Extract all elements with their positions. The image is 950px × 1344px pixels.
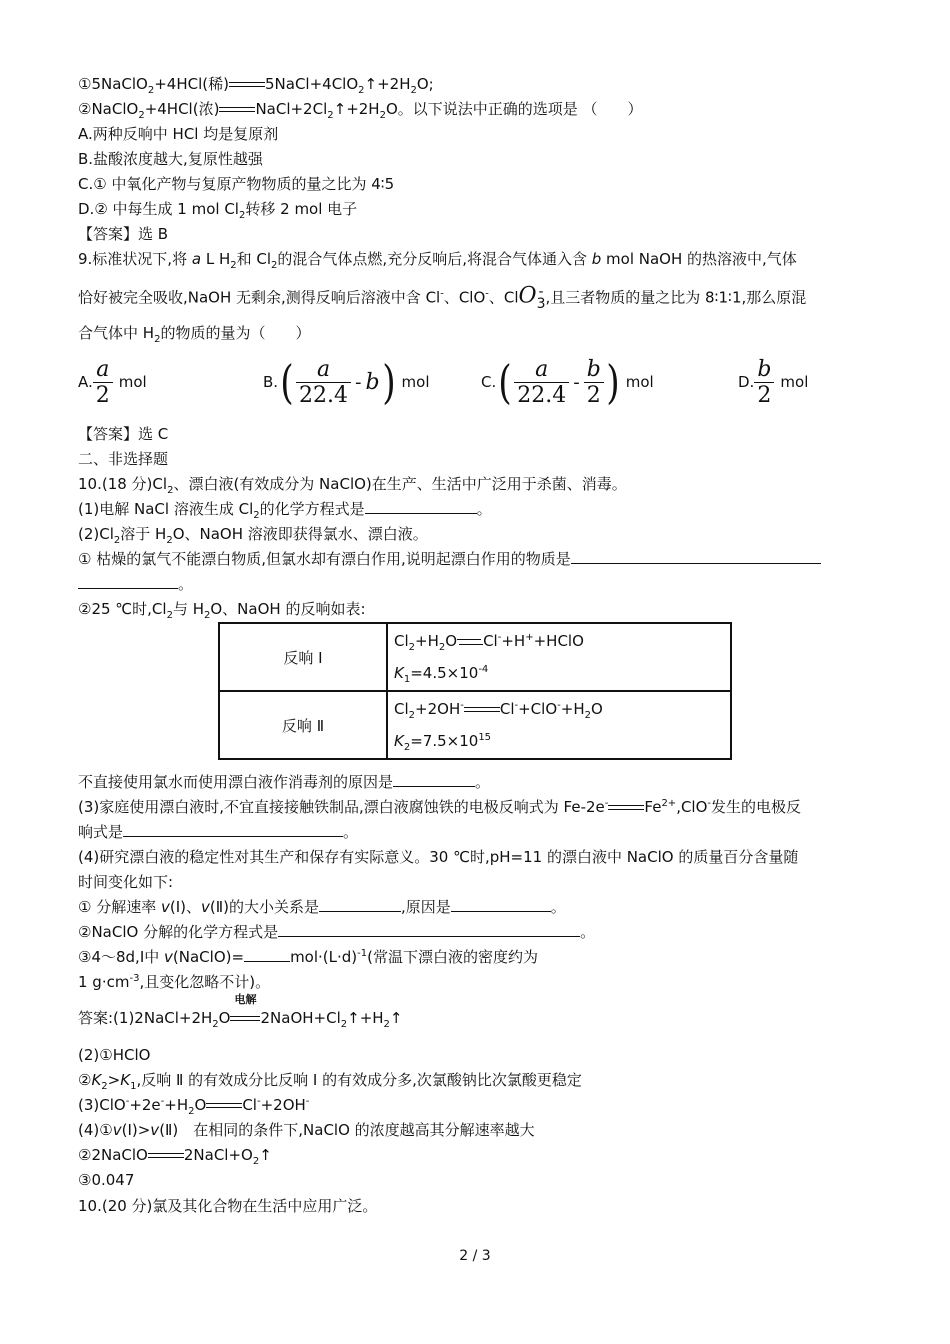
q8-option-b: B.盐酸浓度越大,复原性越强 <box>78 150 263 168</box>
q8-option-a: A.两种反响中 HCl 均是复原剂 <box>78 125 279 143</box>
q10-part4-cont: 时间变化如下: <box>78 873 174 891</box>
q9-option-a: A. $\frac{a}{2}$ mol <box>78 356 147 408</box>
q10-part2-3: 不直接使用氯水而使用漂白液作消毒剂的原因是 。 <box>78 773 491 791</box>
q10-answer-4-1: (4)①v(Ⅰ)>v(Ⅱ) 在相同的条件下,NaClO 的浓度越高其分解速率越大 <box>78 1121 535 1139</box>
q10-part4-2: ②NaClO 分解的化学方程式是 。 <box>78 923 596 941</box>
q8-option-d: D.② 中每生成 1 mol $Cl_2$转移 2 mol 电子 <box>78 200 358 221</box>
q10-part2-2: ②25 ℃时$,Cl_2$与 $H_2O$、NaOH 的反响如表: <box>78 600 366 621</box>
q9-option-d: D. $\frac{b}{2}$ mol <box>738 356 809 408</box>
reaction-2-cell: $Cl_2+2OH^-$ $Cl^-+ClO^-+H_2O$ $K_2=7.5\times 10^{15}$ <box>387 691 731 759</box>
reaction-table <box>218 622 732 760</box>
q9-option-c: C. ( $\frac{a}{22.4}$ - $\frac{b}{2}$ ) mol <box>481 355 654 409</box>
q9-line2: 恰好被完全吸收,NaOH 无剩余,测得反响后溶液中含 Cl-、ClO-、ClO - 3 ,且三者物质的量之比为 8∶1∶1,那么原混 <box>78 283 807 312</box>
q10-answer-1: 答案$:(1)2NaCl+2H_2O$ 电解 $2NaOH+Cl_2↑+H_2↑$ <box>78 992 403 1030</box>
q8-answer: 【答案】选 B <box>78 225 169 243</box>
q9-line1: 9.标准状况下,将 a L $H_2$和 $Cl_2$的混合气体点燃,充分反响后,将混合气体通入含 b mol NaOH 的热溶液中,气体 <box>78 250 797 271</box>
q10-answer-2-1: (2)①HClO <box>78 1046 151 1064</box>
table-row <box>219 623 731 691</box>
q10-part3: (3)家庭使用漂白液时,不宜直接接触铁制品,漂白液腐蚀铁的电极反响式为 Fe-2e- $Fe^{2+},ClO^-$发生的电极反 <box>78 798 802 816</box>
q10-part2-1: ① 枯燥的氯气不能漂白物质,但氯水却有漂白作用,说明起漂白作用的物质是 <box>78 549 821 569</box>
q10-part4-3: ③4～8d,Ⅰ中 v(NaClO)= $mol\cdot(L\cdot d)^{-1}$(常温下漂白液的密度约为 <box>78 948 538 966</box>
q10-part1: (1)电解 NaCl 溶液生成 $Cl_2$的化学方程式是 。 <box>78 500 492 521</box>
q10-answer-3: $(3)ClO^-+2e^-+H_2O$ Cl-+2OH- <box>78 1096 310 1117</box>
q9-option-b: B. ( $\frac{a}{22.4}$ - b ) mol <box>263 355 430 409</box>
q10-answer-2-2: $②K_2>K_1$,反响 Ⅱ 的有效成分比反响 Ⅰ 的有效成分多,次氯酸钠比次氯酸更稳定 <box>78 1071 582 1092</box>
q10-part3-cont: 响式是 。 <box>78 823 359 841</box>
q9-line3: 合气体中 $H_2$的物质的量为（ ） <box>78 324 311 345</box>
q10-part4-1: ① 分解速率 v(Ⅰ)、v(Ⅱ)的大小关系是 ,原因是 。 <box>78 898 566 916</box>
q8-option-c: C.① 中氧化产物与复原产物物质的量之比为 4∶5 <box>78 175 395 193</box>
page-number: 2 / 3 <box>459 1248 491 1264</box>
table-row <box>219 691 731 759</box>
q10b-title: 10.(20 分)氯及其化合物在生活中应用广泛。 <box>78 1197 378 1215</box>
reaction-1-label: 反响 Ⅰ <box>219 623 387 691</box>
reaction-1-cell: $Cl_2+H_2O$ Cl-+H++HClO $K_1=4.5\times 10^{-4}$ <box>387 623 731 691</box>
q10-part4: (4)研究漂白液的稳定性对其生产和保存有实际意义。30 ℃时,pH=11 的漂白液中 NaClO 的质量百分含量随 <box>78 848 799 866</box>
reaction-2-label: 反响 Ⅱ <box>219 691 387 759</box>
q10-part2-1-cont: 。 <box>78 574 193 594</box>
q8-eq1: ①5NaClO$_2$+4HCl(稀) $5NaCl+4ClO_2↑+2H_2O$; <box>78 75 434 96</box>
section-heading: 二、非选择题 <box>78 450 169 468</box>
q10-answer-4-3: ③0.047 <box>78 1171 135 1189</box>
q10-title: 10.(18 分)$Cl_2$、漂白液(有效成分为 NaClO)在生产、生活中广泛用于杀菌、消毒。 <box>78 475 627 496</box>
q10-part2: $(2)Cl_2$溶于 $H_2O$、NaOH 溶液即获得氯水、漂白液。 <box>78 525 428 546</box>
q10-answer-4-2: ②2NaClO $2NaCl+O_2↑$ <box>78 1146 272 1167</box>
q8-eq2: ②NaClO$_2$+4HCl(浓) $NaCl+2Cl_2↑+2H_2O$。以下说法中正确的选项是 （ ） <box>78 100 643 121</box>
q10-part4-3-cont: 1 $g\cdot cm^{-3}$,且变化忽略不计)。 <box>78 973 271 991</box>
q9-answer: 【答案】选 C <box>78 425 169 443</box>
